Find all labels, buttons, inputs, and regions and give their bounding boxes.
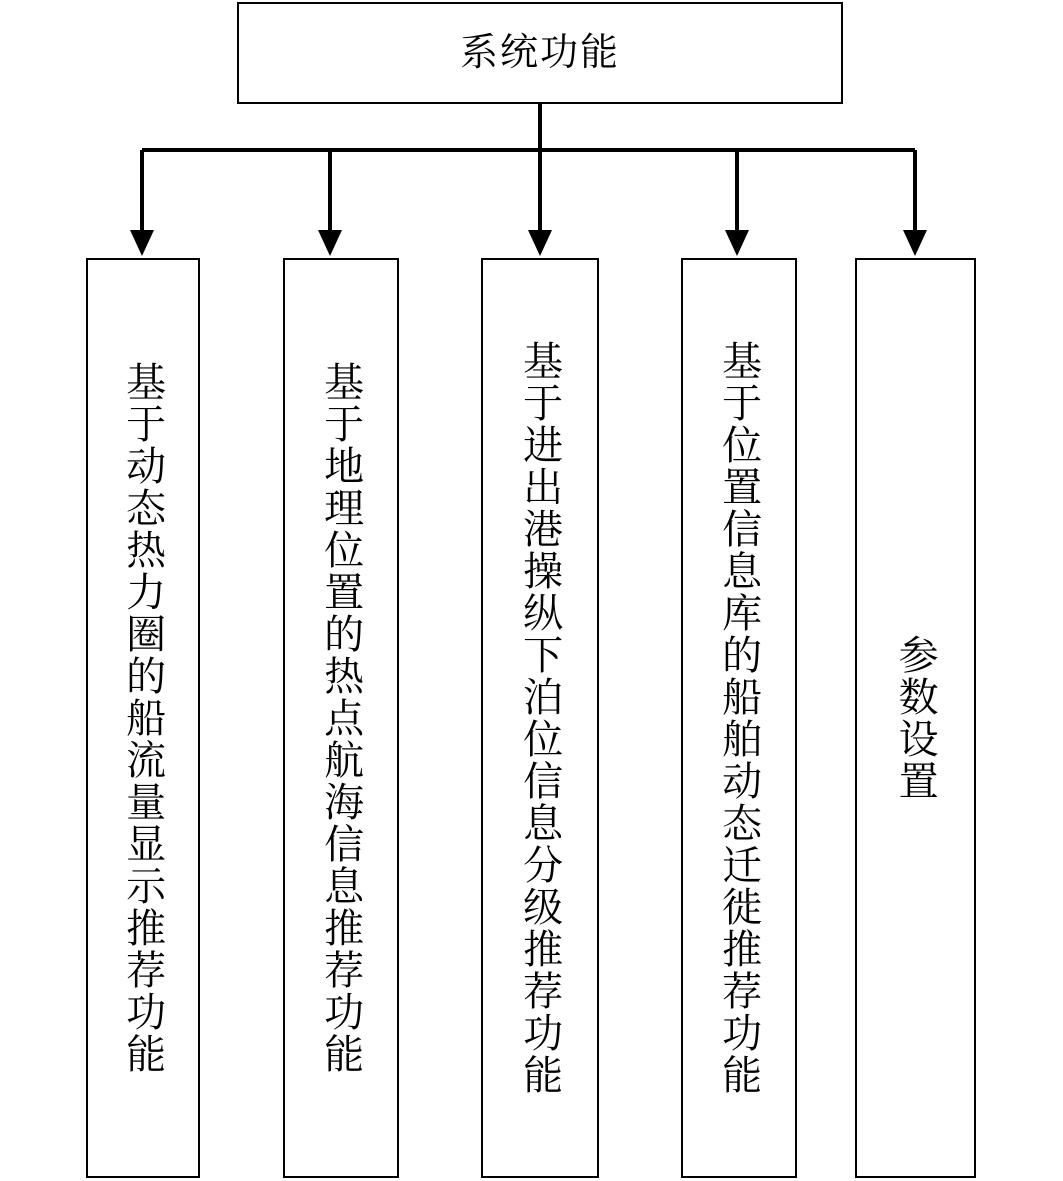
node-leaf-2-label: 基于地理位置的热点航海信息推荐功能 — [318, 361, 364, 1075]
node-root-label: 系统功能 — [459, 32, 620, 74]
node-leaf-4 — [681, 258, 797, 1178]
node-root — [237, 2, 843, 104]
node-leaf-2 — [283, 258, 399, 1178]
node-leaf-3 — [481, 258, 599, 1178]
node-leaf-1 — [86, 258, 200, 1178]
node-leaf-3-label: 基于进出港操纵下泊位信息分级推荐功能 — [517, 340, 563, 1096]
node-leaf-5-label: 参数设置 — [893, 634, 939, 802]
node-leaf-4-label: 基于位置信息库的船舶动态迁徙推荐功能 — [716, 340, 762, 1096]
node-leaf-5 — [855, 258, 976, 1178]
node-leaf-1-label: 基于动态热力圈的船流量显示推荐功能 — [120, 361, 166, 1075]
